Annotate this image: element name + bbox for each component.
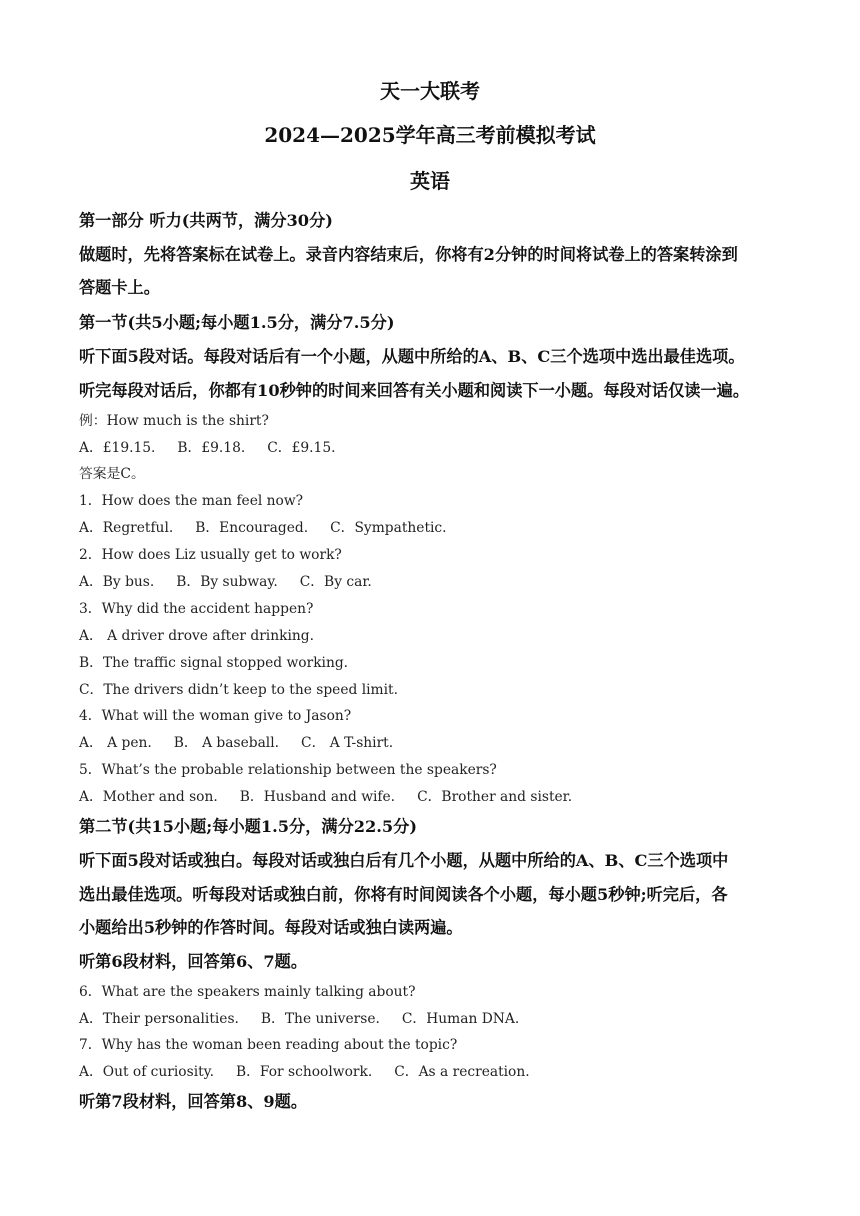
example-question: 例：How much is the shirt? — [79, 413, 269, 429]
q7-option-c: C．As a recreation. — [394, 1064, 530, 1080]
q2-option-b: B．By subway. — [176, 574, 278, 590]
q7-option-a: A．Out of curiosity. — [79, 1064, 214, 1080]
part1-heading: 第一部分 听力(共两节，满分30分) — [79, 211, 333, 230]
exam-org-title: 天一大联考 — [380, 79, 480, 103]
example-option-a: A．£19.15. — [79, 440, 156, 456]
section2-heading: 第二节(共15小题;每小题1.5分，满分22.5分) — [79, 817, 418, 836]
question-4: 4．What will the woman give to Jason? — [79, 708, 352, 724]
q3-option-a: A． A driver drove after drinking. — [79, 628, 314, 644]
section1-instruction-line1: 听下面5段对话。每段对话后有一个小题，从题中所给的A、B、C三个选项中选出最佳选项。 — [79, 347, 745, 366]
q5-option-b: B．Husband and wife. — [239, 789, 396, 805]
example-options — [79, 436, 336, 456]
example-option-b: B．£9.18. — [177, 440, 246, 456]
q1-option-b: B．Encouraged. — [195, 520, 309, 536]
question-5: 5．What’s the probable relationship between the speakers? — [79, 762, 497, 778]
q6-option-c: C．Human DNA. — [401, 1011, 520, 1027]
question-4-options — [79, 731, 393, 751]
q3-option-c: C．The drivers didn’t keep to the speed limit. — [79, 682, 398, 698]
section2-instruction-line2: 选出最佳选项。听每段对话或独白前，你将有时间阅读各个小题，每小题5秒钟;听完后，各 — [79, 885, 728, 904]
q5-option-a: A．Mother and son. — [79, 789, 218, 805]
q4-option-b: B． A baseball. — [173, 735, 280, 751]
part1-instruction-line1: 做题时，先将答案标在试卷上。录音内容结束后，你将有2分钟的时间将试卷上的答案转涂到 — [79, 245, 738, 264]
question-7: 7．Why has the woman been reading about the topic? — [79, 1037, 458, 1053]
material-7-heading: 听第7段材料，回答第8、9题。 — [79, 1092, 308, 1111]
q2-option-c: C．By car. — [299, 574, 372, 590]
section2-instruction-line1: 听下面5段对话或独白。每段对话或独白后有几个小题，从题中所给的A、B、C三个选项中 — [79, 851, 729, 870]
q7-option-b: B．For schoolwork. — [236, 1064, 373, 1080]
material-6-heading: 听第6段材料，回答第6、7题。 — [79, 952, 308, 971]
q1-option-c: C．Sympathetic. — [330, 520, 447, 536]
question-2-options — [79, 570, 372, 590]
question-2: 2．How does Liz usually get to work? — [79, 547, 342, 563]
q2-option-a: A．By bus. — [79, 574, 155, 590]
example-option-c: C．£9.15. — [267, 440, 336, 456]
question-6-options — [79, 1007, 519, 1027]
q3-option-b: B．The traffic signal stopped working. — [79, 655, 349, 671]
exam-title: 2024—2025学年高三考前模拟考试 — [264, 123, 596, 147]
q6-option-a: A．Their personalities. — [79, 1011, 239, 1027]
question-1: 1．How does the man feel now? — [79, 493, 304, 509]
question-5-options — [79, 785, 572, 805]
q4-option-c: C． A T-shirt. — [301, 735, 394, 751]
section2-instruction-line3: 小题给出5秒钟的作答时间。每段对话或独白读两遍。 — [79, 918, 463, 937]
question-3: 3．Why did the accident happen? — [79, 601, 314, 617]
question-6: 6．What are the speakers mainly talking about? — [79, 984, 416, 1000]
part1-instruction-line2: 答题卡上。 — [79, 278, 160, 297]
q5-option-c: C．Brother and sister. — [417, 789, 573, 805]
question-7-options — [79, 1060, 530, 1080]
question-1-options — [79, 516, 447, 536]
example-answer: 答案是C。 — [79, 466, 145, 482]
section1-instruction-line2: 听完每段对话后，你都有10秒钟的时间来回答有关小题和阅读下一小题。每段对话仅读一遍。 — [79, 381, 750, 400]
q4-option-a: A． A pen. — [79, 735, 152, 751]
section1-heading: 第一节(共5小题;每小题1.5分，满分7.5分) — [79, 313, 395, 332]
q6-option-b: B．The universe. — [260, 1011, 380, 1027]
subject-title: 英语 — [410, 169, 450, 193]
q1-option-a: A．Regretful. — [79, 520, 174, 536]
